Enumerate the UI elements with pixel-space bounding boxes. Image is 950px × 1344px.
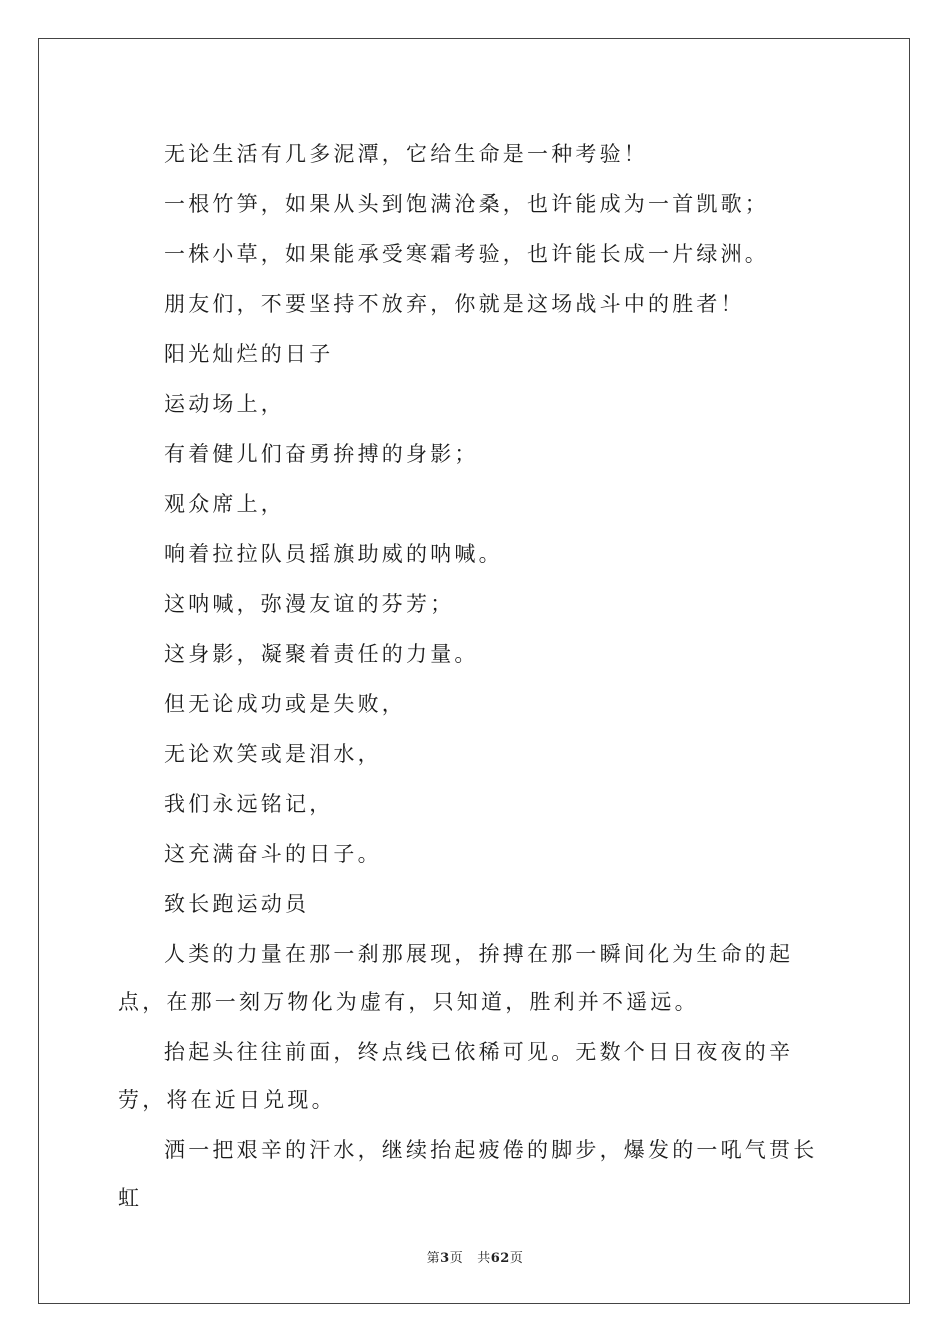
text-line: 无论生活有几多泥潭，它给生命是一种考验！ [164, 142, 648, 166]
text-line: 一株小草，如果能承受寒霜考验，也许能长成一片绿洲。 [164, 242, 769, 266]
text-line: 有着健儿们奋勇拚搏的身影； [164, 442, 479, 466]
text-line: 这身影，凝聚着责任的力量。 [164, 642, 479, 666]
page-suffix: 页 [449, 1251, 464, 1266]
text-line: 一根竹笋，如果从头到饱满沧桑，也许能成为一首凯歌； [164, 192, 769, 216]
total-prefix: 共 [477, 1251, 491, 1266]
page-prefix: 第 [426, 1251, 441, 1266]
total-pages: 62 [490, 1251, 510, 1266]
text-line: 运动场上， [164, 392, 285, 416]
text-line: 但无论成功或是失败， [164, 692, 406, 716]
text-line: 朋友们，不要坚持不放弃，你就是这场战斗中的胜者！ [164, 292, 745, 316]
text-line: 无论欢笑或是泪水， [164, 742, 382, 766]
page-footer [0, 1247, 950, 1266]
text-line: 观众席上， [164, 492, 285, 516]
paragraph: 人类的力量在那一刹那展现，拚搏在那一瞬间化为生命的起点，在那一刻万物化为虚有，只知道，胜利并不遥远。 [118, 942, 794, 1014]
paragraph: 洒一把艰辛的汗水，继续抬起疲倦的脚步，爆发的一吼气贯长虹 [118, 1138, 818, 1210]
document-body [118, 130, 838, 1224]
text-line: 响着拉拉队员摇旗助威的呐喊。 [164, 542, 503, 566]
poem-title: 阳光灿烂的日子 [164, 342, 334, 366]
text-line: 这充满奋斗的日子。 [164, 842, 382, 866]
total-suffix: 页 [509, 1251, 524, 1266]
page-number: 3 [440, 1251, 450, 1266]
paragraph: 抬起头往往前面，终点线已依稀可见。无数个日日夜夜的辛劳，将在近日兑现。 [118, 1040, 794, 1112]
text-line: 这呐喊，弥漫友谊的芬芳； [164, 592, 455, 616]
text-line: 我们永远铭记， [164, 792, 334, 816]
poem-title: 致长跑运动员 [164, 892, 310, 916]
